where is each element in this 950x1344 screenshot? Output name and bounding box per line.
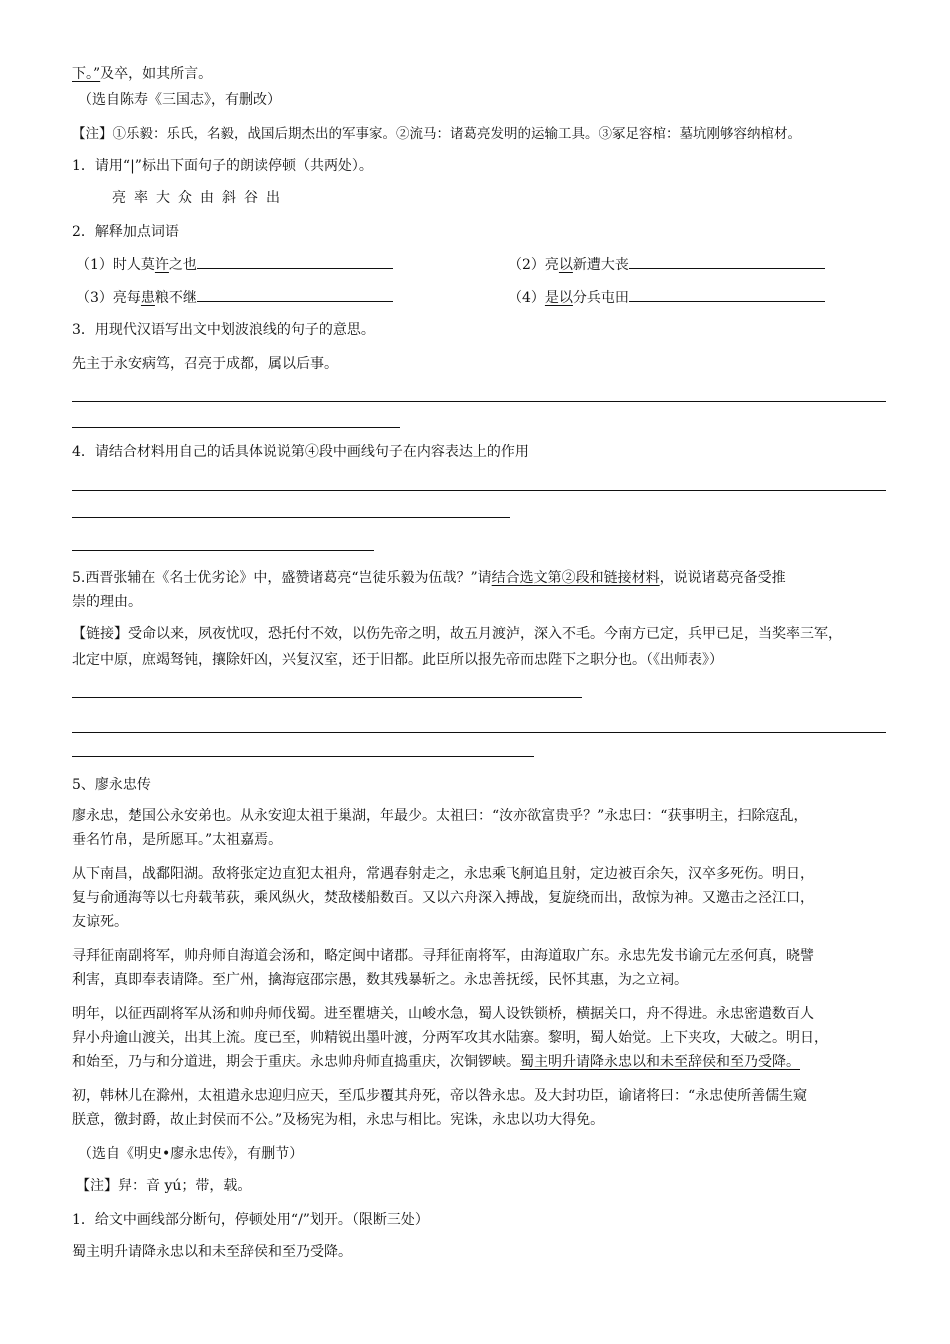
answer-line[interactable] bbox=[72, 517, 510, 518]
dotted-word: 是以 bbox=[544, 290, 573, 306]
answer-line[interactable] bbox=[72, 401, 886, 402]
paragraph-line: 垂名竹帛，是所愿耳。”太祖嘉焉。 bbox=[72, 832, 283, 848]
passage-text: 及卒，如其所言。 bbox=[100, 66, 213, 82]
answer-blank[interactable] bbox=[629, 254, 825, 269]
passage-note: 【注】舁：音 yú；带，载。 bbox=[76, 1178, 252, 1194]
link-material: 北定中原，庶竭驽钝，攘除奸凶，兴复汉室，还于旧都。此臣所以报先帝而忠陛下之职分也。（《出师表》） bbox=[72, 652, 723, 668]
sec5-q1-prompt: 1．给文中画线部分断句，停顿处用“/”划开。（限断三处） bbox=[72, 1212, 429, 1228]
answer-line[interactable] bbox=[72, 490, 886, 491]
paragraph-line: 友谅死。 bbox=[72, 914, 128, 930]
paragraph-line: 朕意，徼封爵，故止封侯而不公。”及杨宪为相，永忠与相比。宪诛，永忠以功大得免。 bbox=[72, 1112, 605, 1128]
paragraph-line: 复与俞通海等以七舟载苇荻，乘风纵火，焚敌楼船数百。又以六舟深入搏战，复旋绕而出，敌惊为神。又邀击之泾江口， bbox=[72, 890, 814, 906]
answer-line[interactable] bbox=[72, 697, 582, 698]
q3-prompt: 3．用现代汉语写出文中划波浪线的句子的意思。 bbox=[72, 322, 375, 338]
passage-end-line bbox=[72, 64, 212, 84]
q1-prompt: 1．请用“|”标出下面句子的朗读停顿（共两处）。 bbox=[72, 158, 373, 174]
underlined-text: 结合选文第②段和链接材料 bbox=[491, 570, 660, 586]
paragraph-line: 初，韩林儿在滁州，太祖遣永忠迎归应天，至瓜步覆其舟死，帝以咎永忠。及大封功臣，谕诸将曰：“永忠使所善儒生窥 bbox=[72, 1088, 808, 1104]
answer-line[interactable] bbox=[72, 732, 886, 733]
q2-item-3: （3）亮每患粮不继 bbox=[76, 287, 393, 308]
answer-line[interactable] bbox=[72, 427, 400, 428]
underlined-text: 蜀主明升请降永忠以和未至辞侯和至乃受降。 bbox=[520, 1054, 800, 1070]
q4-prompt: 4．请结合材料用自己的话具体说说第④段中画线句子在内容表达上的作用 bbox=[72, 444, 529, 460]
answer-blank[interactable] bbox=[197, 254, 393, 269]
paragraph-line: 明年，以征西副将军从汤和帅舟师伐蜀。进至瞿塘关，山峻水急，蜀人设铁锁桥，横据关口，舟不得进。永忠密遣数百人 bbox=[72, 1006, 814, 1022]
q5-prompt-cont: 崇的理由。 bbox=[72, 594, 142, 610]
q2-item-4: （4）是以分兵屯田 bbox=[508, 287, 825, 308]
q1-sentence: 亮率大众由斜谷出 bbox=[112, 190, 288, 206]
q5-prompt: 5.西晋张辅在《名士优劣论》中，盛赞诸葛亮“岂徒乐毅为伍哉？”请结合选文第②段和链接材料，说说诸葛亮备受推 bbox=[72, 570, 786, 586]
paragraph-line: 利害，真即奉表请降。至广州，擒海寇邵宗愚，数其残暴斩之。永忠善抚绥，民怀其惠，为之立祠。 bbox=[72, 972, 688, 988]
passage-note: 【注】①乐毅：乐氏，名毅，战国后期杰出的军事家。②流马：诸葛亮发明的运输工具。③冢足容棺：墓坑刚够容纳棺材。 bbox=[72, 126, 801, 142]
dotted-word: 许 bbox=[154, 257, 169, 273]
sec5-q1-sentence: 蜀主明升请降永忠以和未至辞侯和至乃受降。 bbox=[72, 1244, 352, 1260]
underlined-text: 下。” bbox=[72, 66, 101, 82]
paragraph-line: 舁小舟逾山渡关，出其上流。度已至，帅精锐出墨叶渡，分两军攻其水陆寨。黎明，蜀人始觉。上下夹攻，大破之。明日， bbox=[72, 1030, 828, 1046]
dotted-word: 以 bbox=[558, 257, 573, 273]
q2-item-2: （2）亮以新遭大丧 bbox=[508, 254, 825, 275]
section-heading: 5、廖永忠传 bbox=[72, 777, 151, 793]
link-material: 【链接】受命以来，夙夜忧叹，恐托付不效，以伤先帝之明，故五月渡泸，深入不毛。今南方已定，兵甲已足，当奖率三军， bbox=[72, 626, 842, 642]
q2-item-1: （1）时人莫许之也 bbox=[76, 254, 393, 275]
answer-line[interactable] bbox=[72, 550, 374, 551]
paragraph-line: 从下南昌，战鄱阳湖。敌将张定边直犯太祖舟，常遇春射走之，永忠乘飞舸追且射，定边被百余矢，汉卒多死伤。明日， bbox=[72, 866, 814, 882]
paragraph-line: 和始至，乃与和分道进，期会于重庆。永忠帅舟师直捣重庆，次铜锣峡。蜀主明升请降永忠以和未至辞侯和至乃受降。 bbox=[72, 1054, 800, 1070]
paragraph-line: 廖永忠，楚国公永安弟也。从永安迎太祖于巢湖，年最少。太祖曰：“汝亦欲富贵乎？”永忠曰：“获事明主，扫除寇乱， bbox=[72, 808, 808, 824]
dotted-word: 患 bbox=[140, 290, 155, 306]
q2-prompt: 2．解释加点词语 bbox=[72, 224, 179, 240]
answer-blank[interactable] bbox=[629, 287, 825, 302]
answer-blank[interactable] bbox=[197, 287, 393, 302]
answer-line[interactable] bbox=[72, 756, 534, 757]
paragraph-line: 寻拜征南副将军，帅舟师自海道会汤和，略定闽中诸郡。寻拜征南将军，由海道取广东。永忠先发书谕元左丞何真，晓譬 bbox=[72, 948, 814, 964]
passage-source: （选自陈寿《三国志》，有删改） bbox=[78, 92, 281, 108]
q3-sentence: 先主于永安病笃，召亮于成都，属以后事。 bbox=[72, 356, 338, 372]
passage-source: （选自《明史•廖永忠传》，有删节） bbox=[78, 1146, 304, 1162]
